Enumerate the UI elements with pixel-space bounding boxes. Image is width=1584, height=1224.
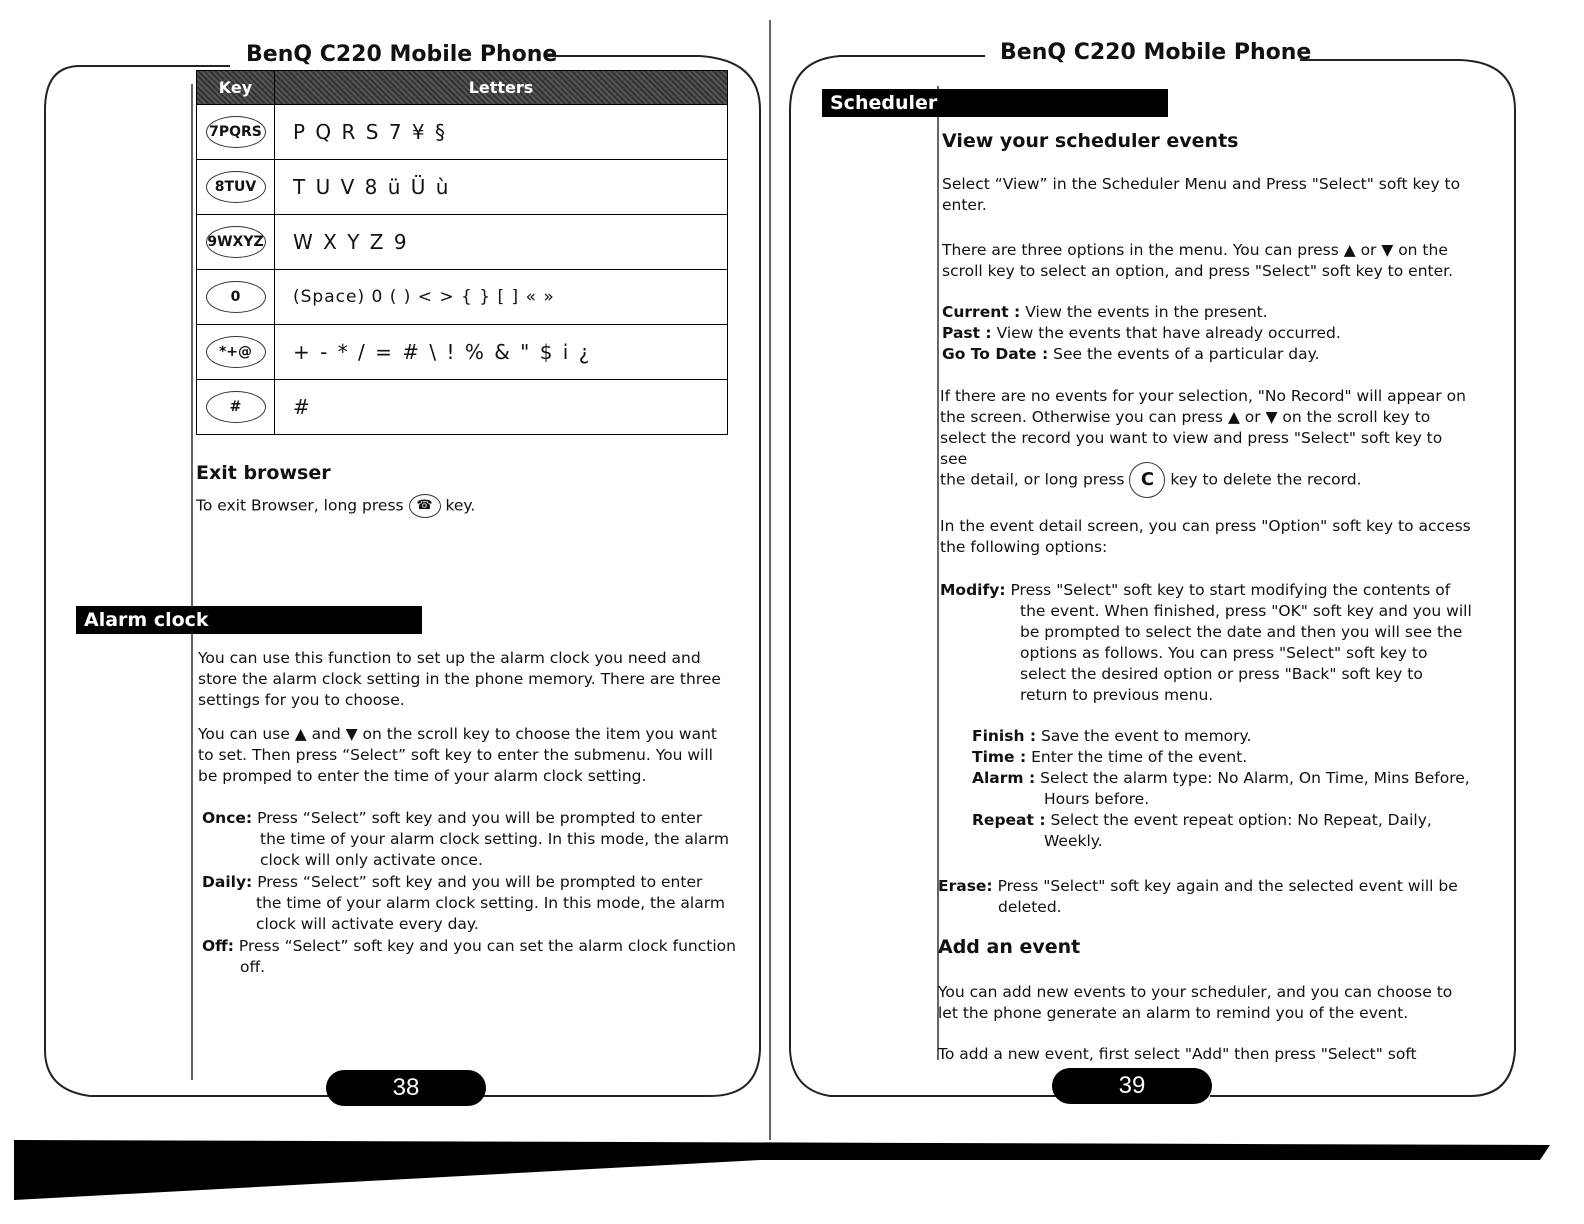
modify-text: Press "Select" soft key to start modifying the contents of the event. When finished, press "OK" soft key and you will be prompted to select the date and then you will see the options as follows. You can press "Select" soft key to select the desired option or press "Back" soft key to return to previous menu.: [1010, 581, 1472, 704]
current-term: Current :: [942, 303, 1021, 321]
erase-text: Press "Select" soft key again and the selected event will be deleted.: [997, 877, 1458, 916]
alarm-term: Alarm :: [972, 769, 1036, 787]
add-paragraph-2: To add a new event, first select "Add" then press "Select" soft: [938, 1045, 1417, 1063]
alarm-paragraph-2: You can use ▲ and ▼ on the scroll key to choose the item you want to set. Then press “Select” soft key to enter the submenu. You will be promped to enter the time of your alarm clock setting.: [198, 725, 718, 785]
time-term: Time :: [972, 748, 1027, 766]
detail-text-b: key to delete the record.: [1170, 470, 1362, 489]
once-item: [202, 808, 730, 871]
key-7-icon: 7PQRS: [206, 116, 266, 148]
finish-text: Save the event to memory.: [1041, 727, 1252, 745]
repeat-term: Repeat :: [972, 811, 1046, 829]
letters-cell: #: [275, 380, 728, 435]
detail-text-a: the detail, or long press: [940, 470, 1125, 489]
current-text: View the events in the present.: [1025, 303, 1268, 321]
key-star-icon: *+@: [206, 336, 266, 368]
off-term: Off:: [202, 937, 234, 955]
view-options-list: [942, 302, 1472, 365]
letters-cell: P Q R S 7 ¥ §: [275, 105, 728, 160]
daily-item: [202, 872, 730, 935]
alarm-text: Select the alarm type: No Alarm, On Time, Mins Before, Hours before.: [1040, 769, 1470, 808]
modify-suboptions: [972, 726, 1472, 852]
table-row: [197, 325, 728, 380]
key-hash-icon: #: [206, 391, 266, 423]
table-row: [197, 270, 728, 325]
table-row: [197, 380, 728, 435]
exit-text-a: To exit Browser, long press: [196, 496, 404, 515]
key-9-icon: 9WXYZ: [206, 226, 266, 258]
event-detail-paragraph: In the event detail screen, you can press "Option" soft key to access the following options:: [940, 517, 1471, 556]
add-paragraph-1: You can add new events to your scheduler, and you can choose to let the phone generate an alarm to remind you of the event.: [938, 983, 1453, 1022]
key-8-icon: 8TUV: [206, 171, 266, 203]
scheduler-bar: Scheduler: [822, 89, 1168, 117]
exit-browser-title: Exit browser: [196, 462, 331, 484]
no-record-paragraph: If there are no events for your selection, "No Record" will appear on the screen. Otherwise you can press ▲ or ▼ on the scroll key to select the record you want to view and press "Select" soft key to see: [940, 387, 1466, 468]
right-page-number: 39: [1052, 1068, 1212, 1104]
once-text: Press “Select” soft key and you will be prompted to enter the time of your alarm clock setting. In this mode, the alarm clock will only activate once.: [257, 809, 729, 869]
modify-term: Modify:: [940, 581, 1006, 599]
letters-cell: (Space) 0 ( ) < > { } [ ] « »: [275, 270, 728, 325]
alarm-paragraph-1: You can use this function to set up the alarm clock you need and store the alarm clock setting in the phone memory. There are three settings for you to choose.: [198, 649, 721, 709]
goto-text: See the events of a particular day.: [1053, 345, 1320, 363]
end-call-key-icon: ☎: [409, 494, 441, 518]
col-key-header: Key: [197, 71, 275, 105]
table-row: [197, 160, 728, 215]
letters-cell: T U V 8 ü Ü ù: [275, 160, 728, 215]
view-events-title: View your scheduler events: [942, 130, 1239, 152]
exit-text-b: key.: [445, 496, 476, 515]
off-item: [202, 936, 738, 978]
c-key-icon: C: [1129, 462, 1165, 498]
col-letters-header: Letters: [275, 71, 728, 105]
exit-browser-text: [196, 494, 475, 518]
goto-term: Go To Date :: [942, 345, 1049, 363]
add-event-title: Add an event: [938, 936, 1081, 958]
table-row: [197, 105, 728, 160]
repeat-text: Select the event repeat option: No Repeat, Daily, Weekly.: [1044, 811, 1432, 850]
table-row: [197, 215, 728, 270]
left-page-header: BenQ C220 Mobile Phone: [246, 42, 558, 67]
table-header-row: [197, 71, 728, 105]
time-text: Enter the time of the event.: [1031, 748, 1248, 766]
modify-item: [940, 580, 1472, 706]
finish-term: Finish :: [972, 727, 1037, 745]
key-letters-table: [196, 70, 728, 435]
daily-term: Daily:: [202, 873, 253, 891]
off-text: Press “Select” soft key and you can set the alarm clock function off.: [238, 937, 736, 976]
erase-item: [938, 876, 1472, 918]
key-0-icon: 0: [206, 281, 266, 313]
view-paragraph-2: There are three options in the menu. You can press ▲ or ▼ on the scroll key to select an option, and press "Select" soft key to enter.: [942, 241, 1454, 280]
past-text: View the events that have already occurred.: [996, 324, 1341, 342]
letters-cell: + - * / = # \ ! % & " $ i ¿: [275, 325, 728, 380]
past-term: Past :: [942, 324, 992, 342]
detail-line: [940, 462, 1472, 498]
left-page-number: 38: [326, 1070, 486, 1106]
once-term: Once:: [202, 809, 253, 827]
right-page-header: BenQ C220 Mobile Phone: [1000, 40, 1312, 65]
letters-cell: W X Y Z 9: [275, 215, 728, 270]
alarm-clock-bar: Alarm clock: [76, 606, 422, 634]
view-paragraph-1: Select “View” in the Scheduler Menu and Press "Select" soft key to enter.: [942, 175, 1461, 214]
daily-text: Press “Select” soft key and you will be prompted to enter the time of your alarm clock setting. In this mode, the alarm clock will activate every day.: [256, 873, 725, 933]
erase-term: Erase:: [938, 877, 993, 895]
